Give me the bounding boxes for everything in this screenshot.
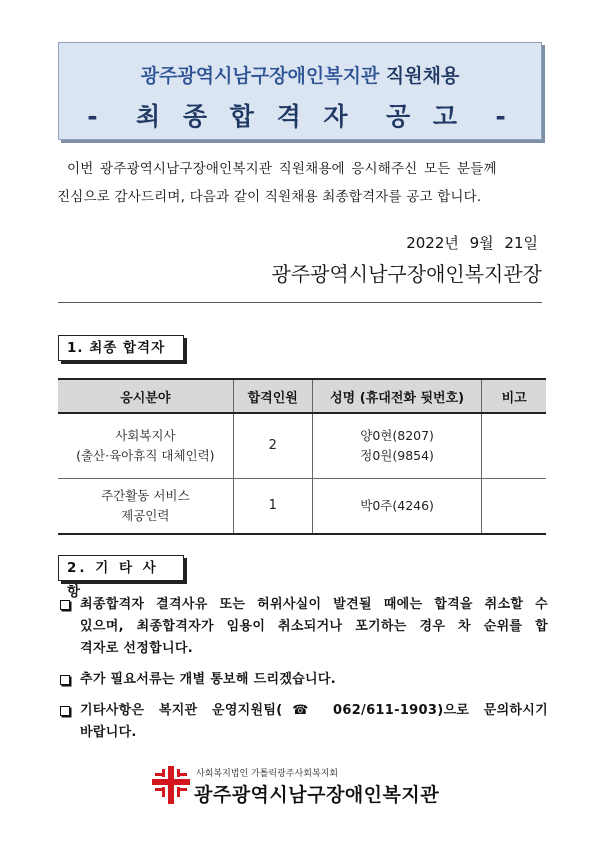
table-row <box>58 479 546 535</box>
note-line: 있으며, 최종합격자가 임용이 취소되거나 포기하는 경우 차 순위를 합 <box>80 619 548 634</box>
list-item <box>58 669 548 691</box>
note-line: 추가 필요서류는 개별 통보해 드리겠습니다. <box>80 672 336 687</box>
table-header-count: 합격인원 <box>233 379 312 413</box>
field-line-2: (출산·육아휴직 대체인력) <box>76 448 215 463</box>
title-suffix: 직원채용 <box>385 65 460 87</box>
table-header-row <box>58 379 546 413</box>
cell-note <box>482 479 546 535</box>
field-line-1: 주간활동 서비스 <box>101 488 190 503</box>
cell-names <box>312 479 482 535</box>
list-item <box>58 594 548 660</box>
intro-line-1: 이번 광주광역시남구장애인복지관 직원채용에 응시해주신 모든 분들께 <box>67 161 497 177</box>
table-header-field: 응시분야 <box>58 379 233 413</box>
note-line: 바랍니다. <box>80 725 137 740</box>
name-2: 정0원(9854) <box>360 448 434 463</box>
caritas-cross-icon <box>150 764 192 806</box>
cell-count: 2 <box>233 413 312 479</box>
cell-field <box>58 413 233 479</box>
section-2-label: 2. 기 타 사 항 <box>58 555 184 581</box>
announcement-date: 2022년 9월 21일 <box>406 234 538 252</box>
title-main: - 최 종 합 격 자 공 고 - <box>87 102 513 131</box>
intro-line-2: 진심으로 감사드리며, 다음과 같이 직원채용 최종합격자를 공고 합니다. <box>57 189 482 205</box>
field-line-2: 제공인력 <box>121 508 170 523</box>
cell-names <box>312 413 482 479</box>
note-line: 격자로 선정합니다. <box>80 641 193 656</box>
footer-parent-org: 사회복지법인 가톨릭광주사회복지회 <box>196 769 338 779</box>
note-line: 기타사항은 복지관 운영지원팀(☎ 062/611-1903)으로 문의하시기 <box>80 703 548 718</box>
cell-count: 1 <box>233 479 312 535</box>
footer-logo <box>150 762 460 812</box>
section-1-label: 1. 최종 합격자 <box>58 335 184 361</box>
title-line-1 <box>59 61 541 88</box>
table-header-name: 성명 (휴대전화 뒷번호) <box>312 379 482 413</box>
cell-note <box>482 413 546 479</box>
field-line-1: 사회복지사 <box>115 428 176 443</box>
checkbox-bullet-icon <box>60 600 70 610</box>
title-org: 광주광역시남구장애인복지관 <box>140 65 380 87</box>
signatory: 광주광역시남구장애인복지관장 <box>271 262 542 286</box>
table-row <box>58 413 546 479</box>
notes-list <box>58 594 548 753</box>
title-box <box>58 42 542 140</box>
results-table <box>58 378 546 535</box>
name-1: 박0주(4246) <box>360 498 434 513</box>
footer-org-name: 광주광역시남구장애인복지관 <box>194 784 440 806</box>
checkbox-bullet-icon <box>60 706 70 716</box>
divider <box>58 302 542 303</box>
note-line: 최종합격자 결격사유 또는 허위사실이 발견될 때에는 합격을 취소할 수 <box>80 597 548 612</box>
name-1: 양0현(8207) <box>360 428 434 443</box>
list-item <box>58 700 548 744</box>
cell-field <box>58 479 233 535</box>
checkbox-bullet-icon <box>60 675 70 685</box>
table-header-note: 비고 <box>482 379 546 413</box>
